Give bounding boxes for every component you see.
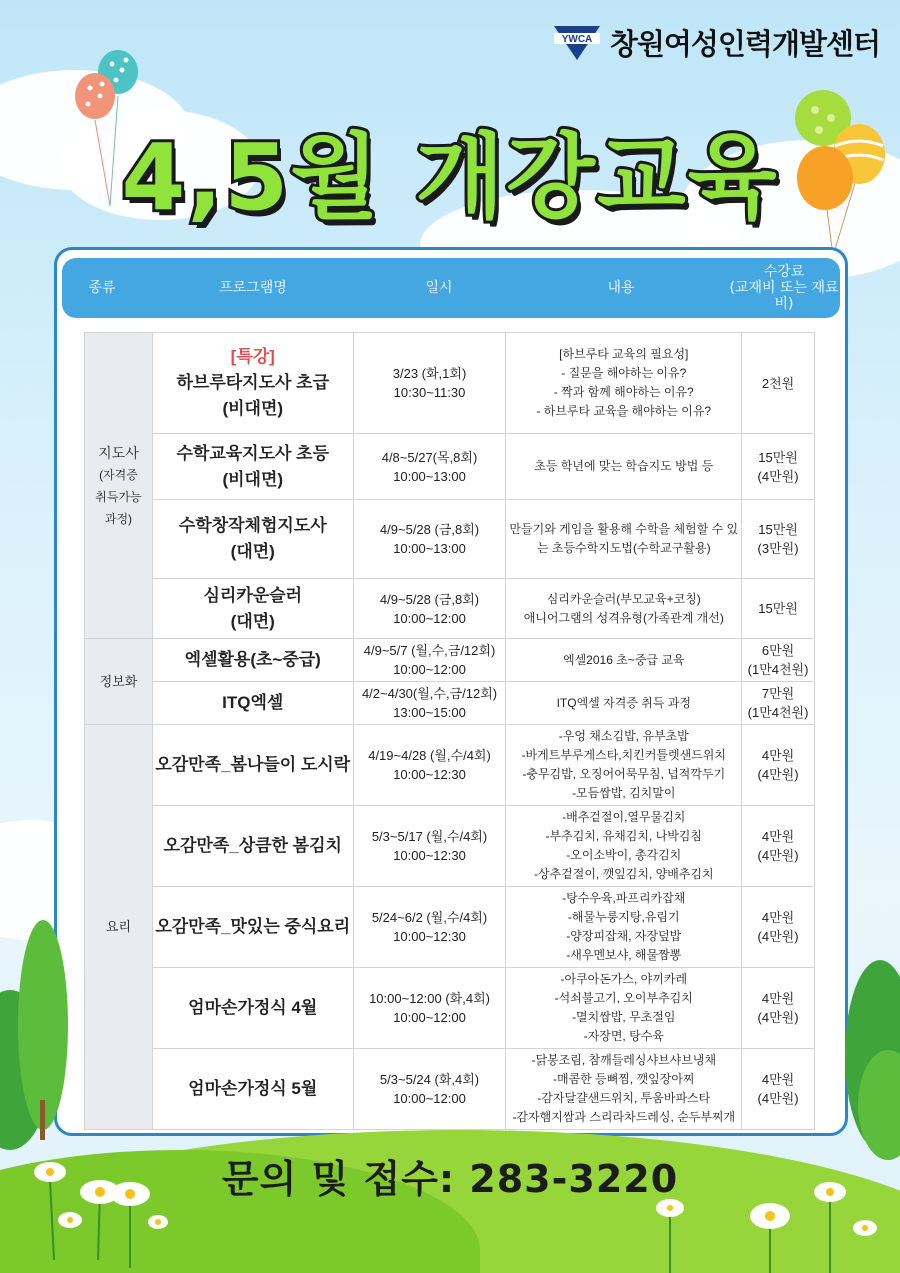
table-row [85, 887, 815, 968]
program-content: [하브루타 교육의 필요성] - 질문을 해야하는 이유? - 짝과 함께 해야하는 이유? - 하브루타 교육을 해야하는 이유? [506, 333, 742, 434]
program-date: 4/8~5/27(목,8회) 10:00~13:00 [353, 434, 506, 500]
program-content: -배추겉절이,열무물김치 -부추김치, 유채김치, 나박김침 -오이소박이, 총각김치 -상추겉절이, 깻잎김치, 양배추김치 [506, 806, 742, 887]
program-name: 엑셀활용(초~중급) [152, 639, 353, 682]
program-name: 수학창작체험지도사 (대면) [152, 500, 353, 579]
program-content: 만들기와 게임을 활용해 수학을 체험할 수 있 는 초등수학지도법(수학교구활용) [506, 500, 742, 579]
header-program: 프로그램명 [219, 280, 287, 296]
program-table [84, 332, 815, 1130]
category-instructor: 지도사 (자격증 취득가능 과정) [85, 333, 153, 639]
header-content: 내용 [607, 280, 635, 296]
program-date: 4/9~5/28 (금,8회) 10:00~13:00 [353, 500, 506, 579]
program-fee: 4만원 (4만원) [742, 725, 815, 806]
program-content: 심리카운슬러(부모교육+코칭) 애니어그램의 성격유형(가족관계 개선) [506, 579, 742, 639]
table-row [85, 639, 815, 682]
table-row [85, 579, 815, 639]
program-name: 심리카운슬러 (대면) [152, 579, 353, 639]
program-name: 오감만족_봄나들이 도시락 [152, 725, 353, 806]
program-name: 수학교육지도사 초등 (비대면) [152, 434, 353, 500]
category-it: 정보화 [85, 639, 153, 725]
program-name: 엄마손가정식 4월 [152, 968, 353, 1049]
program-date: 4/9~5/7 (월,수,금/12회) 10:00~12:00 [353, 639, 506, 682]
program-name: ITQ엑셀 [152, 682, 353, 725]
table-row [85, 725, 815, 806]
program-content: 엑셀2016 초~중급 교육 [506, 639, 742, 682]
table-header [62, 258, 840, 318]
program-fee: 4만원 (4만원) [742, 887, 815, 968]
table-row [85, 500, 815, 579]
svg-text:YWCA: YWCA [561, 33, 593, 45]
program-fee: 4만원 (4만원) [742, 1049, 815, 1130]
program-content: -아쿠아돈가스, 야끼카레 -석쇠불고기, 오이부추김치 -멸치쌈밥, 무초절임 -자장면, 탕수육 [506, 968, 742, 1049]
org-header [552, 22, 880, 63]
table-row [85, 333, 815, 434]
header-fee [728, 264, 840, 312]
header-date: 일시 [425, 280, 453, 296]
org-name: 창원여성인력개발센터 [609, 27, 880, 61]
special-tag: [특강] [230, 347, 275, 366]
program-content: -탕수우육,파프리카잡채 -해물누룽지탕,유림기 -양장피잡채, 자장덮밥 -새우멘보샤, 해물짬뽕 [506, 887, 742, 968]
table-row [85, 1049, 815, 1130]
header-fee-sub: (교재비 또는 재료비) [729, 280, 839, 312]
program-name: 오감만족_맛있는 중식요리 [152, 887, 353, 968]
program-name: [특강] 하브루타지도사 초급 (비대면) [152, 333, 353, 434]
header-fee-label: 수강료 [763, 264, 805, 280]
category-cooking: 요리 [85, 725, 153, 1130]
program-date: 5/3~5/17 (월,수/4회) 10:00~12:30 [353, 806, 506, 887]
program-content: 초등 학년에 맞는 학습지도 방법 등 [506, 434, 742, 500]
program-fee: 4만원 (4만원) [742, 968, 815, 1049]
program-date: 3/23 (화,1회) 10:30~11:30 [353, 333, 506, 434]
program-date: 10:00~12:00 (화,4회) 10:00~12:00 [353, 968, 506, 1049]
tree-trunk [40, 1100, 45, 1140]
program-fee: 4만원 (4만원) [742, 806, 815, 887]
program-fee: 6만원 (1만4천원) [742, 639, 815, 682]
program-name: 오감만족_상큼한 봄김치 [152, 806, 353, 887]
program-date: 4/9~5/28 (금,8회) 10:00~12:00 [353, 579, 506, 639]
table-row [85, 968, 815, 1049]
program-date: 4/2~4/30(월,수,금/12회) 13:00~15:00 [353, 682, 506, 725]
program-date: 5/3~5/24 (화,4회) 10:00~12:00 [353, 1049, 506, 1130]
program-fee: 15만원 (4만원) [742, 434, 815, 500]
program-date: 4/19~4/28 (월,수/4회) 10:00~12:30 [353, 725, 506, 806]
contact-info: 문의 및 접수: 283-3220 [221, 1157, 679, 1201]
page-title: 4,5월 개강교육 [121, 124, 779, 231]
program-content: -닭봉조림, 참깨들레싱샤브샤브냉채 -매콤한 등뼈찜, 깻잎장아찌 -감자달걀샌드위치, 투움바파스타 -감자햄지쌈과 스리라차드레싱, 순두부찌개 [506, 1049, 742, 1130]
table-row [85, 434, 815, 500]
program-content: -우엉 채소김밥, 유부초밥 -바게트부루게스타,치킨커틀렛샌드위치 -충무김밥, 오징어어묵무침, 넙적깍두기 -모듬쌈밥, 김치말이 [506, 725, 742, 806]
program-fee: 15만원 (3만원) [742, 500, 815, 579]
program-fee: 15만원 [742, 579, 815, 639]
program-fee: 7만원 (1만4천원) [742, 682, 815, 725]
header-category: 종류 [88, 280, 116, 296]
program-fee: 2천원 [742, 333, 815, 434]
tree-decoration [18, 920, 68, 1130]
program-date: 5/24~6/2 (월,수/4회) 10:00~12:30 [353, 887, 506, 968]
table-row [85, 806, 815, 887]
table-row [85, 682, 815, 725]
program-name: 엄마손가정식 5월 [152, 1049, 353, 1130]
ywca-logo-icon [552, 24, 602, 62]
program-content: ITQ엑셀 자격증 취득 과정 [506, 682, 742, 725]
